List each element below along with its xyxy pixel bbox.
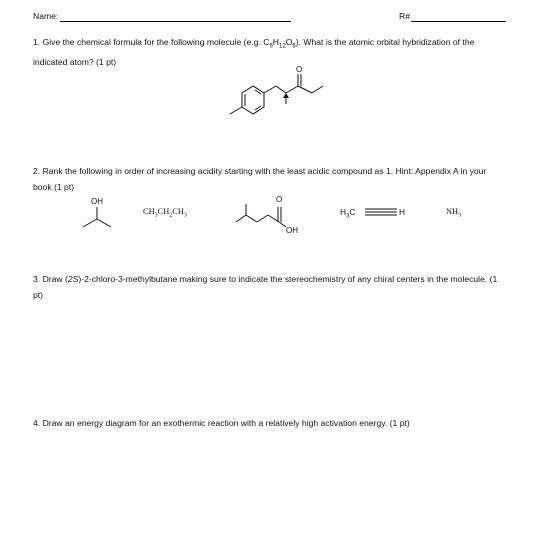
formula-element: H — [272, 37, 280, 47]
formula-subscript: 12 — [279, 43, 286, 50]
carboxylic-acid-structure — [232, 190, 302, 235]
isopropanol-structure — [75, 205, 125, 235]
formula-part: H — [340, 207, 347, 217]
carbonyl-oxygen-label: O — [276, 195, 283, 204]
alkyne-triple-bond — [364, 206, 404, 218]
propane-formula — [143, 207, 187, 219]
formula-part: NH — [446, 207, 459, 216]
formula-part: CH — [143, 207, 155, 216]
q1-oxygen-label: O — [296, 65, 303, 74]
r-number-label: R# — [399, 11, 410, 21]
ammonia-formula — [446, 207, 461, 219]
question-1-text-pre: Give the chemical formula for the following molecule (e.g. C — [42, 37, 270, 47]
question-4 — [33, 416, 503, 432]
question-number: 1. — [33, 37, 41, 47]
indicated-atom-arrow-icon — [283, 93, 289, 104]
alkyne-h-label: H — [399, 207, 406, 217]
formula-part: C — [349, 207, 356, 217]
question-3 — [33, 272, 503, 303]
question-number: 2. — [33, 166, 41, 176]
formula-subscript: 3 — [458, 212, 462, 219]
formula-subscript: 6 — [292, 43, 296, 50]
isopropanol-oh-label: OH — [91, 197, 103, 206]
formula-subscript: 3 — [346, 213, 350, 220]
alkyne-methyl-label — [340, 207, 355, 220]
question-3-text-pre: Draw ( — [42, 274, 68, 284]
q1-molecule-structure — [220, 62, 340, 132]
question-number: 4. — [33, 418, 41, 428]
question-2-text: Rank the following in order of increasing acidity starting with the least acidic compound as 1. Hint: Appendix A in your book (1 pt) — [33, 166, 487, 192]
name-blank-line[interactable] — [60, 21, 291, 22]
formula-subscript: 2 — [169, 212, 173, 219]
formula-part: CH — [157, 207, 170, 216]
question-4-text: Draw an energy diagram for an exothermic reaction with a relatively high activation energy. (1 pt) — [42, 418, 410, 428]
formula-subscript: 6 — [269, 43, 273, 50]
acid-oh-label: OH — [286, 226, 298, 235]
r-number-blank-line[interactable] — [411, 21, 506, 22]
question-number: 3. — [33, 274, 41, 284]
question-3-text-post: )-2-chloro-3-methylbutane making sure to indicate the stereochemistry of any chiral centers in the molecule. (1 pt) — [33, 274, 498, 300]
formula-subscript: 3 — [154, 212, 158, 219]
question-1-text-post: ). What is the atomic orbital hybridization of the indicated atom? (1 pt) — [33, 37, 475, 68]
formula-element: O — [285, 37, 293, 47]
formula-part: CH — [172, 207, 184, 216]
name-label: Name: — [33, 11, 59, 21]
stereo-descriptor: 2S — [67, 274, 79, 284]
formula-subscript: 3 — [183, 212, 187, 219]
